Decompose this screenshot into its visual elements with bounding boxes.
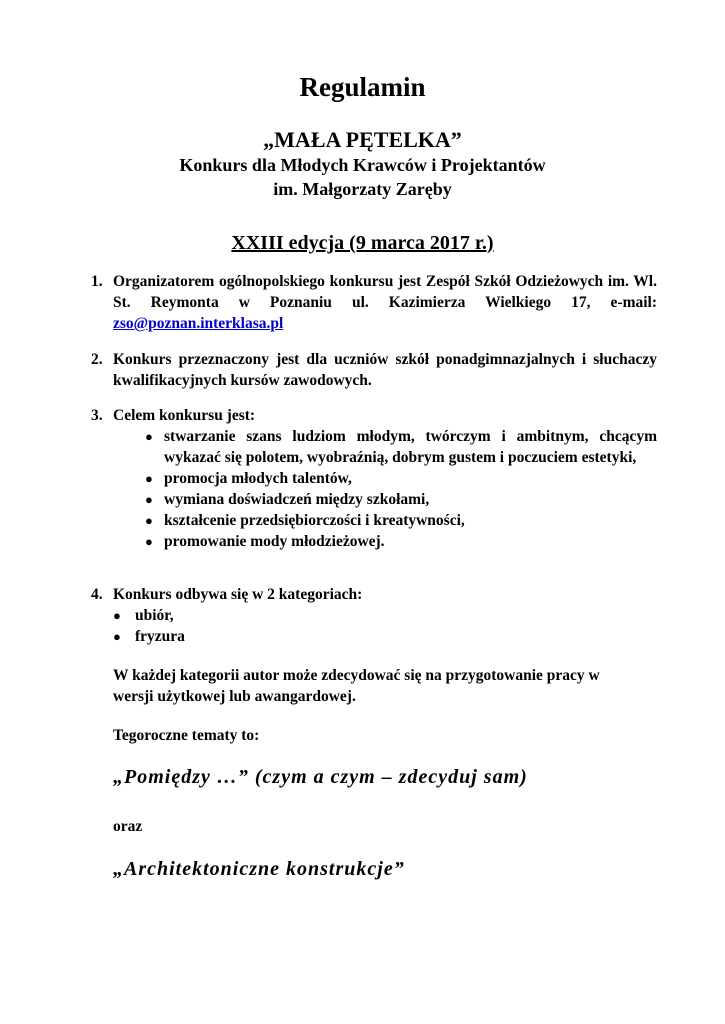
- bullet-icon: ●: [145, 534, 153, 549]
- contest-name: „MAŁA PĘTELKA”: [263, 127, 462, 152]
- item-text: Organizatorem ogólnopolskiego konkursu jest Zespół Szkół Odzieżowych im. Wl. St. Reymonta w Poznaniu ul. Kazimierza Wielkiego 17, e-mail:: [113, 273, 657, 311]
- bullet-icon: ●: [113, 608, 121, 623]
- category-note: W każdej kategorii autor może zdecydować się na przygotowanie pracy w wersji użytkowej lub awangardowej.: [113, 667, 600, 705]
- rules-item-1: [91, 271, 657, 334]
- bullet-icon: ●: [145, 471, 153, 486]
- list-item: ● promocja młodych talentów,: [145, 470, 352, 487]
- connector-text: oraz: [113, 818, 143, 835]
- item-text: Celem konkursu jest:: [113, 407, 256, 424]
- contest-header: [0, 127, 725, 201]
- contest-patron: im. Małgorzaty Zaręby: [273, 179, 452, 199]
- bullet-icon: ●: [113, 629, 121, 644]
- email-link[interactable]: zso@poznan.interklasa.pl: [113, 315, 284, 332]
- list-item: ● promowanie mody młodzieżowej.: [145, 533, 385, 550]
- item-text: Konkurs przeznaczony jest dla uczniów szkół ponadgimnazjalnych i słuchaczy kwalifikacyjnych kursów zawodowych.: [113, 351, 657, 389]
- list-item: ● fryzura: [113, 628, 185, 645]
- theme-1: „Pomiędzy …” (czym a czym – zdecyduj sam): [113, 766, 528, 788]
- bullet-icon: ●: [145, 513, 153, 528]
- list-item: ● wymiana doświadczeń między szkołami,: [145, 491, 430, 508]
- bullet-icon: ●: [145, 492, 153, 507]
- themes-intro: Tegoroczne tematy to:: [113, 727, 260, 744]
- list-item: ● kształcenie przedsiębiorczości i kreatywności,: [145, 512, 465, 529]
- item-text: Konkurs odbywa się w 2 kategoriach:: [113, 586, 363, 603]
- rules-item-2: [91, 349, 657, 391]
- edition-heading: XXIII edycja (9 marca 2017 r.): [231, 232, 494, 254]
- item-number: 3.: [91, 407, 103, 424]
- page-title: Regulamin: [299, 72, 426, 102]
- item-number: 4.: [91, 586, 103, 603]
- contest-description: Konkurs dla Młodych Krawców i Projektantów: [179, 155, 546, 175]
- item-number: 1.: [91, 273, 103, 290]
- item-number: 2.: [91, 351, 103, 368]
- goals-list: [141, 426, 657, 552]
- rules-item-3: [91, 405, 657, 552]
- theme-2: „Architektoniczne konstrukcje”: [113, 858, 405, 880]
- bullet-icon: ●: [145, 429, 153, 444]
- rules-item-4: [91, 584, 657, 647]
- list-item: ● stwarzanie szans ludziom młodym, twórczym i ambitnym, chcącym wykazać się polotem, wyobraźnią, dobrym gustem i poczuciem estetyki,: [145, 428, 657, 466]
- list-item: ● ubiór,: [113, 607, 174, 624]
- categories-list: [110, 605, 657, 647]
